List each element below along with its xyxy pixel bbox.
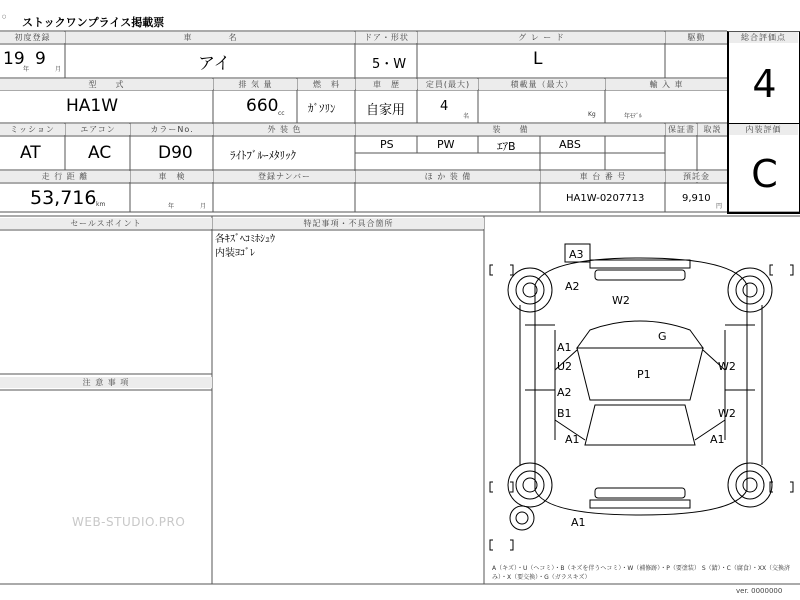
load-unit: Kg [588, 111, 596, 118]
special-notes [215, 233, 275, 261]
hdr-deposit: 預託金 [666, 171, 727, 182]
hdr-equipment: 装 備 [356, 124, 665, 135]
mileage: 53,716 [30, 187, 97, 209]
hdr-car-name: 車 名 [66, 32, 355, 43]
mark-p1: P1 [637, 368, 651, 381]
fuel: ｶﾞｿﾘﾝ [308, 102, 336, 115]
equip-airbag: ｴｱB [497, 140, 516, 153]
logo: ○ [2, 14, 7, 20]
hdr-capacity: 定員(最大) [418, 79, 478, 90]
mark-g: G [658, 330, 667, 343]
aircon: AC [88, 143, 112, 163]
hdr-mileage: 走 行 距 離 [0, 171, 130, 182]
special-note-line: 内装ﾖｺﾞﾚ [215, 248, 255, 259]
reg-month: 9 [35, 49, 46, 69]
door-type: 5・W [372, 57, 407, 72]
mark-a1-left-lower: A1 [565, 433, 580, 446]
equip-abs: ABS [559, 138, 581, 151]
hdr-overall-score: 総合評価点 [729, 32, 798, 43]
version-label: ver. 0000000 [736, 587, 783, 595]
hdr-interior-score: 内装評価 [729, 124, 798, 135]
mark-a2-top: A2 [565, 280, 580, 293]
sheet-title: ストックワンプライス掲載票 [22, 16, 165, 29]
hdr-chassis-number: 車 台 番 号 [541, 171, 665, 182]
damage-legend: A（キズ）・U（ヘコミ）・B（キズを伴うヘコミ）・W（補修跡）・P（要塗装） S（錆）・C（腐食）・XX（交換済み）・X（要交換）・G（ガラスキズ） [492, 565, 791, 581]
history: 自家用 [366, 103, 406, 118]
mark-a1-bottom: A1 [571, 516, 586, 529]
hdr-warranty: 保証書 [668, 125, 695, 134]
interior-score: C [751, 152, 778, 196]
mark-a3: A3 [569, 248, 584, 261]
hdr-color-no: カラーNo. [131, 124, 213, 135]
hdr-special-notes: 特記事項・不具合箇所 [213, 218, 484, 229]
mark-a1-right-lower: A1 [710, 433, 725, 446]
displacement: 660 [246, 96, 279, 116]
hdr-drive: 駆動 [666, 32, 727, 43]
hdr-exterior-color: 外 装 色 [214, 124, 355, 135]
mission: AT [20, 143, 41, 163]
grade: L [533, 49, 543, 69]
hdr-first-reg: 初度登録 [0, 32, 65, 43]
mark-w2-right-lower: W2 [718, 407, 736, 420]
hdr-displacement: 排 気 量 [214, 79, 297, 90]
equip-ps: PS [380, 138, 394, 151]
equip-pw: PW [437, 138, 455, 151]
color-no: D90 [158, 143, 193, 163]
import-model-year: 年ﾓﾃﾞﾙ [624, 113, 643, 120]
hdr-reg-number: 登録ナンバー [214, 171, 355, 182]
mark-a2-left: A2 [557, 386, 572, 399]
reg-year: 19 [3, 49, 25, 69]
reg-year-unit: 年 [23, 66, 30, 73]
capacity: 4 [440, 99, 449, 114]
hdr-sales-point: セールスポイント [0, 218, 212, 229]
mark-w2-top: W2 [612, 294, 630, 307]
special-note-line: 各ｷｽﾞﾍｺﾐﾎｼｭｳ [215, 234, 275, 245]
car-name: アイ [198, 54, 231, 74]
hdr-import: 輸 入 車 [606, 79, 727, 90]
hdr-grade: グ レ ー ド [418, 32, 665, 43]
hdr-other-equipment: ほ か 装 備 [356, 171, 540, 182]
model-code: HA1W [66, 96, 119, 116]
reg-month-unit: 月 [55, 66, 62, 73]
hdr-fuel: 燃 料 [298, 79, 355, 90]
chassis-number: HA1W-0207713 [566, 193, 645, 204]
hdr-load: 積載量（最大） [479, 79, 605, 90]
inspection-year-unit: 年 [168, 203, 175, 210]
car-damage-diagram [485, 230, 800, 565]
hdr-door-type: ドア・形状 [356, 32, 417, 43]
mark-u2: U2 [557, 360, 573, 373]
hdr-inspection: 車 検 [131, 171, 213, 182]
overall-score: 4 [752, 62, 777, 106]
deposit-unit: 円 [716, 203, 723, 210]
hdr-aircon: エアコン [66, 124, 130, 135]
capacity-unit: 名 [463, 113, 470, 120]
displacement-unit: cc [278, 110, 285, 117]
deposit: 9,910 [682, 193, 711, 204]
mileage-unit: km [96, 201, 106, 208]
mark-b1: B1 [557, 407, 572, 420]
hdr-manual: 取説 [698, 124, 727, 135]
hdr-cautions: 注 意 事 項 [0, 377, 212, 388]
inspection-month-unit: 月 [200, 203, 207, 210]
hdr-model: 型 式 [0, 79, 213, 90]
exterior-color: ﾗｲﾄﾌﾞﾙｰﾒﾀﾘｯｸ [230, 149, 296, 162]
hdr-mission: ミッション [0, 124, 65, 135]
mark-a1-left-upper: A1 [557, 341, 572, 354]
mark-w2-right-upper: W2 [718, 360, 736, 373]
watermark: WEB-STUDIO.PRO [72, 515, 186, 529]
hdr-history: 車 歴 [356, 79, 417, 90]
